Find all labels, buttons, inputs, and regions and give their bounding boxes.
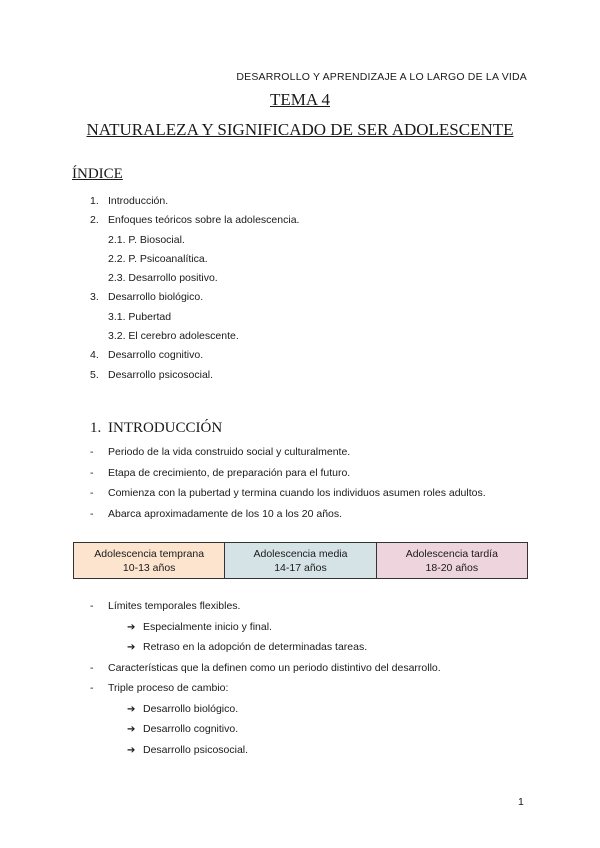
list-item: - Periodo de la vida construido social y culturalmente. <box>90 446 351 458</box>
stage-range: 14-17 años <box>274 561 327 574</box>
list-item: - Características que la definen como un periodo distintivo del desarrollo. <box>90 661 441 674</box>
toc-item: 1. Introducción. <box>90 195 169 207</box>
toc-subitem: 3.2. El cerebro adolescente. <box>108 330 239 343</box>
toc-subitem: 3.1. Pubertad <box>108 310 172 323</box>
stage-cell-late <box>376 543 527 579</box>
stage-name: Adolescencia media <box>253 547 348 560</box>
section-title: INTRODUCCIÓN <box>108 420 223 436</box>
toc-item: 2. Enfoques teóricos sobre la adolescencia. <box>90 214 300 227</box>
toc-subitem: 2.3. Desarrollo positivo. <box>108 272 218 285</box>
adolescence-stages-table <box>73 542 528 579</box>
intro-bullet-list <box>90 442 486 524</box>
sub-list-item: ➔ Desarrollo cognitivo. <box>90 719 441 740</box>
arrow-right-icon: ➔ <box>127 621 136 633</box>
list-item: - Abarca aproximadamente de los 10 a los 20 años. <box>90 507 343 520</box>
sub-list-item: ➔ Desarrollo psicosocial. <box>90 740 441 761</box>
arrow-right-icon: ➔ <box>127 642 136 653</box>
list-item: - Triple proceso de cambio: <box>90 682 229 694</box>
document-title: NATURALEZA Y SIGNIFICADO DE SER ADOLESCENTE <box>86 120 514 139</box>
toc-subitem: 2.1. P. Biosocial. <box>108 233 185 246</box>
list-item: - Etapa de crecimiento, de preparación para el futuro. <box>90 466 351 479</box>
tema-heading: TEMA 4 <box>270 90 330 109</box>
arrow-right-icon: ➔ <box>127 744 136 756</box>
index-title: ÍNDICE <box>72 166 123 182</box>
characteristics-list <box>90 596 441 760</box>
arrow-right-icon: ➔ <box>127 703 136 715</box>
arrow-right-icon: ➔ <box>127 724 136 735</box>
stage-name: Adolescencia tardía <box>405 547 498 560</box>
section-number: 1. <box>90 420 102 436</box>
sub-list-item: ➔ Retraso en la adopción de determinadas tareas. <box>90 637 441 658</box>
sub-list-item: ➔ Especialmente inicio y final. <box>90 617 441 638</box>
stage-range: 10-13 años <box>122 561 176 574</box>
running-header: DESARROLLO Y APRENDIZAJE A LO LARGO DE LA VIDA <box>236 71 527 83</box>
toc-subitem: 2.2. P. Psicoanalítica. <box>108 252 208 265</box>
section-heading <box>90 420 222 437</box>
toc-item: 3. Desarrollo biológico. <box>90 291 204 304</box>
toc-item: 5. Desarrollo psicosocial. <box>90 368 214 381</box>
stage-cell-early <box>74 543 225 579</box>
sub-list-item: ➔ Desarrollo biológico. <box>90 699 441 720</box>
list-item: - Comienza con la pubertad y termina cuando los individuos asumen roles adultos. <box>90 487 486 499</box>
stage-range: 18-20 años <box>425 561 479 574</box>
page-number: 1 <box>518 796 524 808</box>
stage-name: Adolescencia temprana <box>94 547 205 560</box>
table-of-contents <box>90 192 299 385</box>
list-item: - Límites temporales flexibles. <box>90 600 241 612</box>
toc-item: 4. Desarrollo cognitivo. <box>90 349 204 362</box>
stage-cell-middle <box>225 543 376 579</box>
